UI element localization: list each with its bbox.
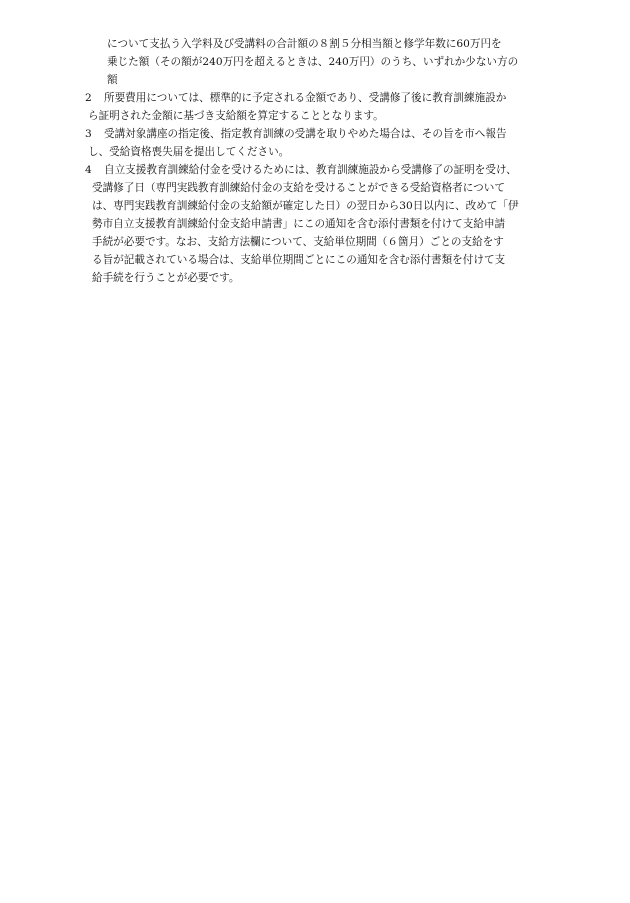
note-4-line-7: 給手続を行うことが必要です。 [92, 272, 240, 284]
continuation-line-3: 額 [107, 74, 118, 86]
note-4-line-5: 手続が必要です。なお、支給方法欄について、支給単位期間（６箇月）ごとの支給をす [92, 236, 504, 248]
note-number-4: 4 [85, 164, 92, 176]
note-4-line-6: る旨が記載されている場合は、支給単位期間ごとにこの通知を含む添付書類を付けて支 [92, 254, 506, 266]
note-4-line-4: 勢市自立支援教育訓練給付金支給申請書」にこの通知を含む添付書類を付けて支給申請 [92, 218, 506, 230]
note-2-line-2: ら証明された金額に基づき支給額を算定することとなります。 [88, 110, 384, 122]
note-4-line-3: は、専門実践教育訓練給付金の支給額が確定した日）の翌日から30日以内に、改めて「伊 [92, 200, 519, 212]
note-3-line-2: し、受給資格喪失届を提出してください。 [88, 146, 290, 158]
note-2-line-1: 所要費用については、標準的に予定される金額であり、受講修了後に教育訓練施設か [104, 92, 507, 104]
continuation-line-2: 乗じた額（その額が240万円を超えるときは、240万円）のうち、いずれか少ない方の [107, 56, 519, 68]
note-4-line-1: 自立支援教育訓練給付金を受けるためには、教育訓練施設から受講修了の証明を受け、 [104, 164, 517, 176]
note-number-3: 3 [85, 128, 92, 140]
note-number-2: 2 [85, 92, 92, 104]
note-3-line-1: 受講対象講座の指定後、指定教育訓練の受講を取りやめた場合は、その旨を市へ報告 [104, 128, 507, 140]
continuation-line-1: について支払う入学料及び受講料の合計額の８割５分相当額と修学年数に60万円を [107, 38, 502, 50]
note-4-line-2: 受講修了日（専門実践教育訓練給付金の支給を受けることができる受給資格者について [92, 182, 505, 194]
